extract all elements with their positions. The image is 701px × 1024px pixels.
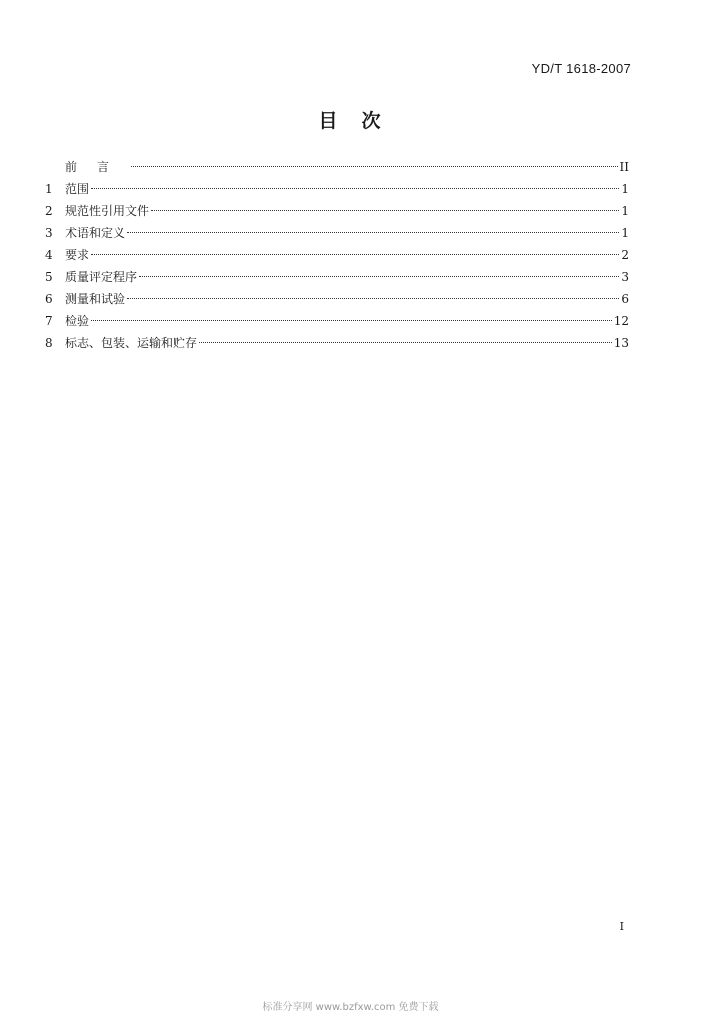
toc-leader-dots	[139, 275, 619, 277]
toc-entry-number: 1	[45, 182, 53, 196]
toc-entry-label: 术语和定义	[65, 226, 126, 240]
toc-entry-page: 13	[613, 336, 629, 350]
toc-entry-label: 规范性引用文件	[65, 204, 150, 218]
toc-entry-label: 检验	[65, 314, 90, 328]
toc-entry-marking-packaging[interactable]	[45, 332, 629, 354]
toc-entry-number: 7	[45, 314, 53, 328]
toc-entry-scope[interactable]	[45, 178, 629, 200]
toc-entry-page: 6	[621, 292, 629, 306]
toc-entry-requirements[interactable]	[45, 244, 629, 266]
toc-entry-page: 1	[621, 204, 629, 218]
toc-entry-label: 质量评定程序	[65, 270, 138, 284]
page-title	[0, 106, 701, 133]
toc-entry-label: 范围	[65, 182, 90, 196]
toc-entry-number: 3	[45, 226, 53, 240]
toc-entry-quality-assessment[interactable]	[45, 266, 629, 288]
toc-entry-page: 12	[613, 314, 629, 328]
toc-entry-number: 4	[45, 248, 53, 262]
toc-entry-inspection[interactable]	[45, 310, 629, 332]
toc-leader-dots	[151, 209, 619, 211]
toc-entry-label: 前言	[65, 160, 130, 174]
toc-entry-number: 8	[45, 336, 53, 350]
page-number: I	[619, 920, 624, 933]
toc-leader-dots	[127, 231, 619, 233]
toc-entry-label: 标志、包装、运输和贮存	[65, 336, 198, 350]
toc-entry-number: 2	[45, 204, 53, 218]
toc-leader-dots	[91, 319, 612, 321]
toc-leader-dots	[199, 341, 612, 343]
toc-entry-label: 要求	[65, 248, 90, 262]
title-char-2: 次	[361, 110, 383, 132]
toc-leader-dots	[91, 187, 619, 189]
toc-entry-page: 3	[621, 270, 629, 284]
toc-entry-normative-references[interactable]	[45, 200, 629, 222]
toc-entry-foreword[interactable]	[45, 156, 629, 178]
toc-entry-page: 1	[621, 226, 629, 240]
toc-entry-page: 1	[621, 182, 629, 196]
toc-entry-label: 测量和试验	[65, 292, 126, 306]
toc-entry-page: II	[619, 160, 629, 174]
toc-entry-page: 2	[621, 248, 629, 262]
title-char-1: 目	[318, 110, 340, 132]
table-of-contents	[45, 156, 629, 354]
toc-leader-dots	[91, 253, 619, 255]
toc-leader-dots	[131, 165, 618, 167]
toc-entry-measurement-tests[interactable]	[45, 288, 629, 310]
toc-entry-number: 6	[45, 292, 53, 306]
toc-leader-dots	[127, 297, 619, 299]
toc-entry-number: 5	[45, 270, 53, 284]
standard-code: YD/T 1618-2007	[531, 61, 631, 76]
watermark-text: 标准分享网 www.bzfxw.com 免费下载	[262, 1002, 439, 1013]
toc-entry-terms-definitions[interactable]	[45, 222, 629, 244]
